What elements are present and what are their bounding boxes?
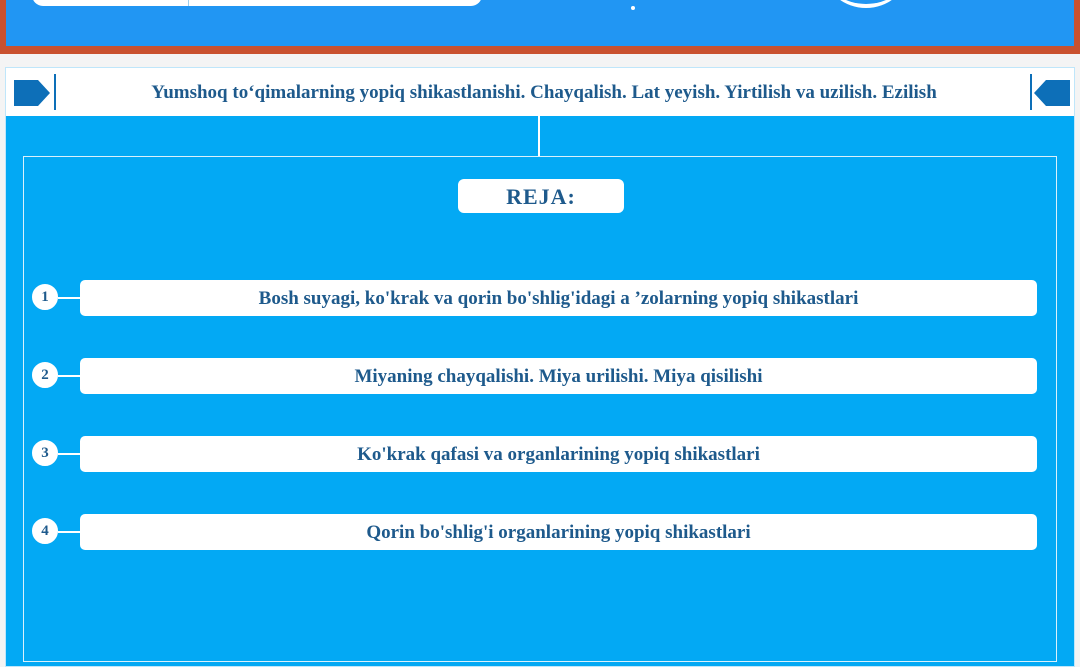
item-number-badge: 3 bbox=[32, 440, 58, 466]
top-circle-icon bbox=[826, 0, 906, 8]
slide bbox=[5, 67, 1075, 667]
item-number-badge: 1 bbox=[32, 284, 58, 310]
top-search-box[interactable] bbox=[32, 0, 482, 6]
plan-item-text: Bosh suyagi, ko'krak va qorin bo'shlig'idagi a ’zolarning yopiq shikastlari bbox=[80, 280, 1037, 316]
slide-title: Yumshoq to‘qimalarning yopiq shikastlanishi. Chayqalish. Lat yeyish. Yirtilish va uzilish. Ezilish bbox=[151, 82, 937, 103]
title-bar bbox=[6, 68, 1074, 116]
item-number-badge: 2 bbox=[32, 362, 58, 388]
item-connector bbox=[58, 375, 80, 377]
plan-item bbox=[32, 280, 1042, 316]
plan-item-text: Miyaning chayqalishi. Miya urilishi. Miya qisilishi bbox=[80, 358, 1037, 394]
search-divider bbox=[188, 0, 189, 6]
item-number-badge: 4 bbox=[32, 518, 58, 544]
plan-item bbox=[32, 358, 1042, 394]
title-separator-left bbox=[54, 74, 56, 110]
plan-item-text: Qorin bo'shlig'i organlarining yopiq shikastlari bbox=[80, 514, 1037, 550]
plan-item bbox=[32, 436, 1042, 472]
plan-item bbox=[32, 514, 1042, 550]
item-connector bbox=[58, 297, 80, 299]
content-frame bbox=[23, 156, 1057, 662]
title-connector bbox=[538, 116, 540, 156]
item-connector bbox=[58, 531, 80, 533]
top-banner-bar bbox=[6, 0, 1074, 46]
plan-heading: REJA: bbox=[458, 179, 624, 213]
title-separator-right bbox=[1030, 74, 1032, 110]
top-banner bbox=[0, 0, 1080, 54]
plan-item-text: Ko'krak qafasi va organlarining yopiq shikastlari bbox=[80, 436, 1037, 472]
top-dot-icon bbox=[631, 6, 635, 10]
arrow-right-icon[interactable] bbox=[14, 80, 50, 106]
arrow-left-icon[interactable] bbox=[1034, 80, 1070, 106]
item-connector bbox=[58, 453, 80, 455]
